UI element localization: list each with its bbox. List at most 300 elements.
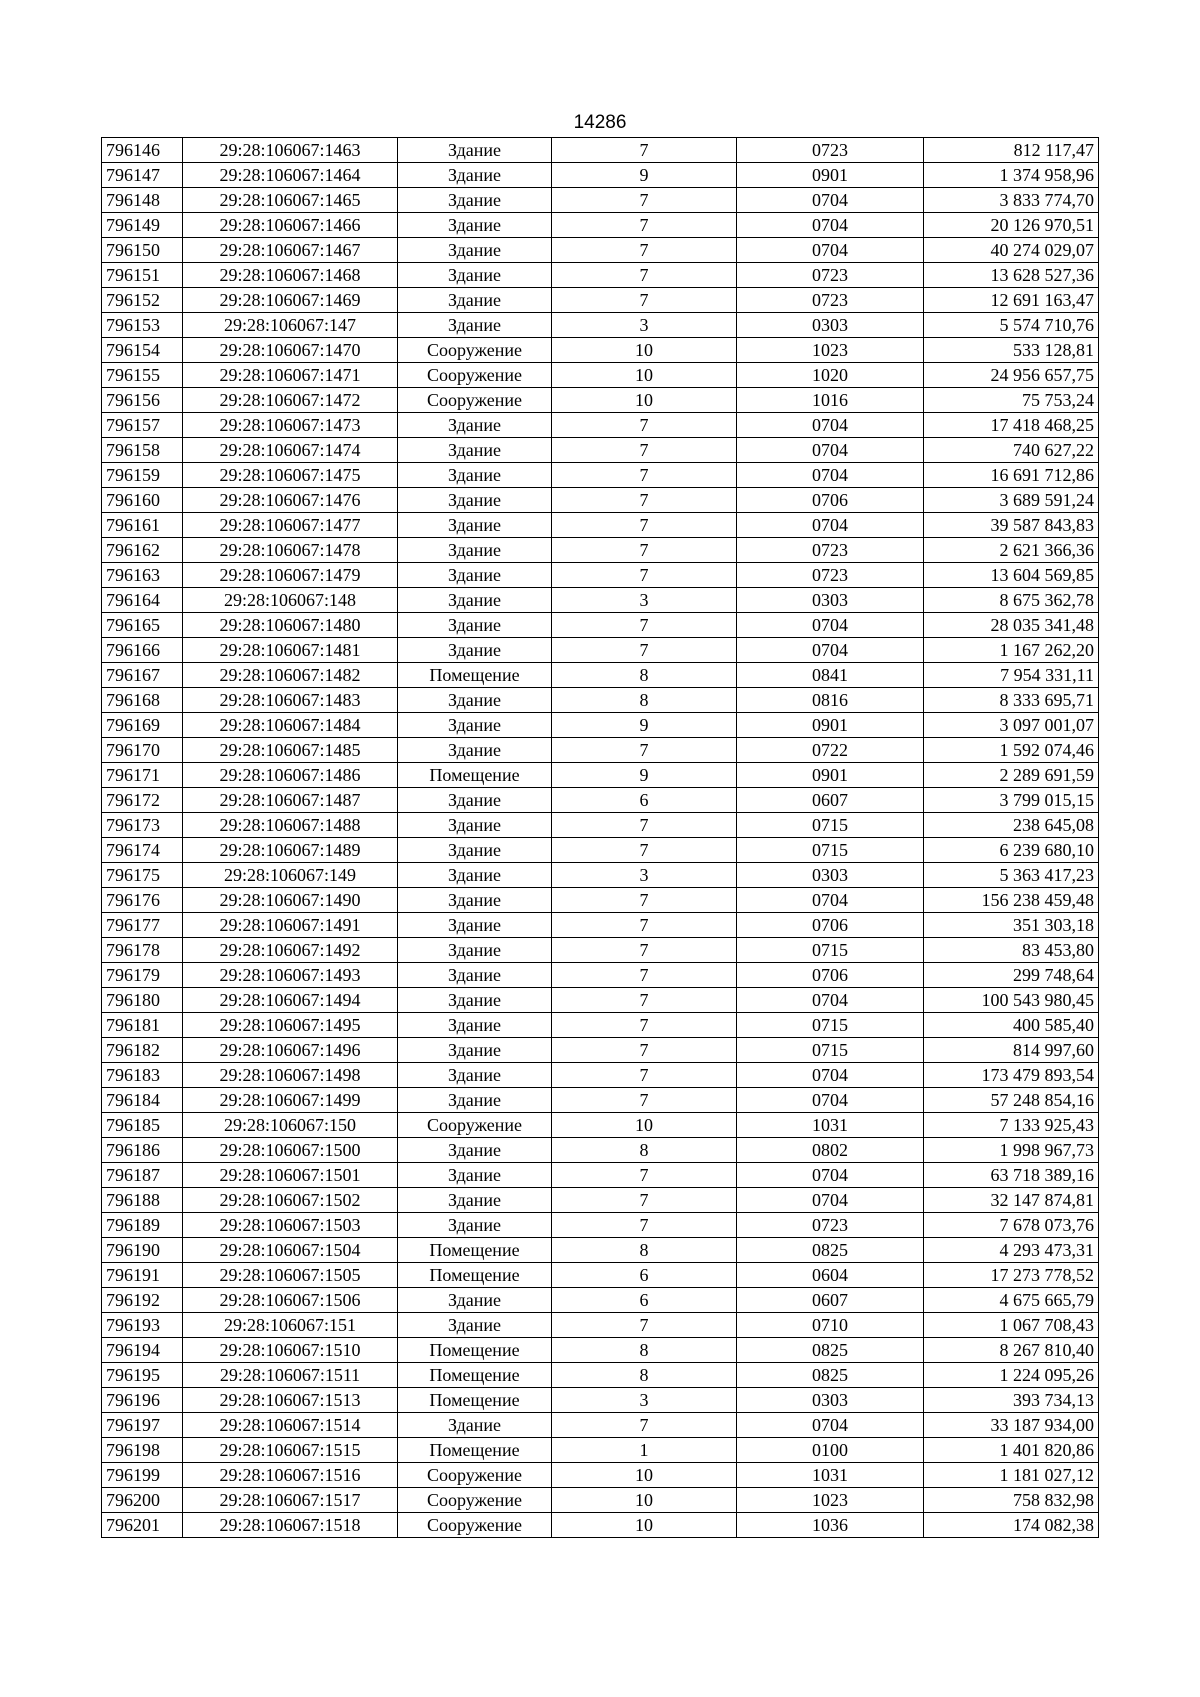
cadastral-value-cell: 1 167 262,20 xyxy=(924,638,1099,663)
group-cell: 10 xyxy=(552,338,737,363)
table-row xyxy=(102,313,1099,338)
code-cell: 0901 xyxy=(737,163,924,188)
group-cell: 7 xyxy=(552,1213,737,1238)
group-cell: 7 xyxy=(552,188,737,213)
group-cell: 10 xyxy=(552,1513,737,1538)
cadastral-value-cell: 8 267 810,40 xyxy=(924,1338,1099,1363)
code-cell: 0715 xyxy=(737,1038,924,1063)
row-number-cell: 796168 xyxy=(102,688,183,713)
cadastral-number-cell: 29:28:106067:1482 xyxy=(183,663,398,688)
table-row xyxy=(102,188,1099,213)
cadastral-value-cell: 24 956 657,75 xyxy=(924,363,1099,388)
cadastral-number-cell: 29:28:106067:147 xyxy=(183,313,398,338)
group-cell: 9 xyxy=(552,763,737,788)
row-number-cell: 796180 xyxy=(102,988,183,1013)
cadastral-value-cell: 4 293 473,31 xyxy=(924,1238,1099,1263)
cadastral-value-cell: 16 691 712,86 xyxy=(924,463,1099,488)
row-number-cell: 796183 xyxy=(102,1063,183,1088)
code-cell: 0704 xyxy=(737,888,924,913)
object-type-cell: Здание xyxy=(398,838,552,863)
cadastral-number-cell: 29:28:106067:1516 xyxy=(183,1463,398,1488)
row-number-cell: 796147 xyxy=(102,163,183,188)
object-type-cell: Здание xyxy=(398,788,552,813)
cadastral-number-cell: 29:28:106067:1498 xyxy=(183,1063,398,1088)
code-cell: 0723 xyxy=(737,288,924,313)
code-cell: 0841 xyxy=(737,663,924,688)
cadastral-value-cell: 173 479 893,54 xyxy=(924,1063,1099,1088)
group-cell: 9 xyxy=(552,713,737,738)
cadastral-number-cell: 29:28:106067:1496 xyxy=(183,1038,398,1063)
row-number-cell: 796146 xyxy=(102,138,183,163)
cadastral-number-cell: 29:28:106067:1472 xyxy=(183,388,398,413)
table-row xyxy=(102,338,1099,363)
cadastral-value-cell: 812 117,47 xyxy=(924,138,1099,163)
table-row xyxy=(102,1188,1099,1213)
code-cell: 0303 xyxy=(737,1388,924,1413)
object-type-cell: Здание xyxy=(398,613,552,638)
object-type-cell: Здание xyxy=(398,1188,552,1213)
code-cell: 0100 xyxy=(737,1438,924,1463)
object-type-cell: Здание xyxy=(398,1413,552,1438)
row-number-cell: 796181 xyxy=(102,1013,183,1038)
group-cell: 10 xyxy=(552,388,737,413)
cadastral-value-cell: 1 998 967,73 xyxy=(924,1138,1099,1163)
object-type-cell: Здание xyxy=(398,1288,552,1313)
table-row xyxy=(102,438,1099,463)
cadastral-number-cell: 29:28:106067:1483 xyxy=(183,688,398,713)
group-cell: 7 xyxy=(552,963,737,988)
cadastral-value-cell: 1 181 027,12 xyxy=(924,1463,1099,1488)
cadastral-value-cell: 1 401 820,86 xyxy=(924,1438,1099,1463)
group-cell: 7 xyxy=(552,1013,737,1038)
object-type-cell: Здание xyxy=(398,863,552,888)
table-row xyxy=(102,713,1099,738)
row-number-cell: 796159 xyxy=(102,463,183,488)
table-row xyxy=(102,1363,1099,1388)
cadastral-value-cell: 1 592 074,46 xyxy=(924,738,1099,763)
cadastral-value-cell: 5 574 710,76 xyxy=(924,313,1099,338)
code-cell: 0825 xyxy=(737,1338,924,1363)
cadastral-value-cell: 17 418 468,25 xyxy=(924,413,1099,438)
code-cell: 0825 xyxy=(737,1363,924,1388)
table-row xyxy=(102,1488,1099,1513)
group-cell: 8 xyxy=(552,1138,737,1163)
code-cell: 0303 xyxy=(737,588,924,613)
cadastral-number-cell: 29:28:106067:1505 xyxy=(183,1263,398,1288)
cadastral-value-cell: 63 718 389,16 xyxy=(924,1163,1099,1188)
group-cell: 7 xyxy=(552,413,737,438)
code-cell: 0704 xyxy=(737,438,924,463)
cadastral-value-cell: 3 833 774,70 xyxy=(924,188,1099,213)
row-number-cell: 796187 xyxy=(102,1163,183,1188)
code-cell: 0303 xyxy=(737,863,924,888)
table-row xyxy=(102,613,1099,638)
object-type-cell: Здание xyxy=(398,1038,552,1063)
row-number-cell: 796176 xyxy=(102,888,183,913)
object-type-cell: Здание xyxy=(398,713,552,738)
table-row xyxy=(102,1338,1099,1363)
cadastral-number-cell: 29:28:106067:1502 xyxy=(183,1188,398,1213)
object-type-cell: Помещение xyxy=(398,1388,552,1413)
code-cell: 0704 xyxy=(737,188,924,213)
cadastral-number-cell: 29:28:106067:1494 xyxy=(183,988,398,1013)
code-cell: 0704 xyxy=(737,638,924,663)
cadastral-number-cell: 29:28:106067:1491 xyxy=(183,913,398,938)
object-type-cell: Здание xyxy=(398,513,552,538)
row-number-cell: 796151 xyxy=(102,263,183,288)
object-type-cell: Здание xyxy=(398,913,552,938)
group-cell: 6 xyxy=(552,1263,737,1288)
row-number-cell: 796173 xyxy=(102,813,183,838)
row-number-cell: 796154 xyxy=(102,338,183,363)
code-cell: 1023 xyxy=(737,1488,924,1513)
group-cell: 7 xyxy=(552,638,737,663)
cadastral-number-cell: 29:28:106067:1490 xyxy=(183,888,398,913)
code-cell: 0723 xyxy=(737,563,924,588)
row-number-cell: 796182 xyxy=(102,1038,183,1063)
code-cell: 0722 xyxy=(737,738,924,763)
cadastral-number-cell: 29:28:106067:1468 xyxy=(183,263,398,288)
table-row xyxy=(102,988,1099,1013)
code-cell: 0723 xyxy=(737,263,924,288)
code-cell: 0723 xyxy=(737,138,924,163)
table-row xyxy=(102,888,1099,913)
code-cell: 0706 xyxy=(737,913,924,938)
group-cell: 7 xyxy=(552,888,737,913)
code-cell: 0715 xyxy=(737,938,924,963)
row-number-cell: 796195 xyxy=(102,1363,183,1388)
cadastral-number-cell: 29:28:106067:1500 xyxy=(183,1138,398,1163)
group-cell: 10 xyxy=(552,1463,737,1488)
row-number-cell: 796185 xyxy=(102,1113,183,1138)
object-type-cell: Здание xyxy=(398,313,552,338)
cadastral-value-cell: 6 239 680,10 xyxy=(924,838,1099,863)
row-number-cell: 796169 xyxy=(102,713,183,738)
table-row xyxy=(102,1263,1099,1288)
row-number-cell: 796166 xyxy=(102,638,183,663)
group-cell: 7 xyxy=(552,463,737,488)
object-type-cell: Здание xyxy=(398,1138,552,1163)
cadastral-number-cell: 29:28:106067:151 xyxy=(183,1313,398,1338)
cadastral-number-cell: 29:28:106067:1478 xyxy=(183,538,398,563)
group-cell: 10 xyxy=(552,1488,737,1513)
cadastral-value-cell: 238 645,08 xyxy=(924,813,1099,838)
table-row xyxy=(102,263,1099,288)
code-cell: 0607 xyxy=(737,788,924,813)
registry-table xyxy=(101,137,1099,1538)
group-cell: 6 xyxy=(552,1288,737,1313)
cadastral-value-cell: 2 289 691,59 xyxy=(924,763,1099,788)
object-type-cell: Здание xyxy=(398,163,552,188)
group-cell: 7 xyxy=(552,613,737,638)
table-row xyxy=(102,788,1099,813)
code-cell: 0704 xyxy=(737,988,924,1013)
code-cell: 0704 xyxy=(737,1188,924,1213)
table-row xyxy=(102,213,1099,238)
group-cell: 8 xyxy=(552,1363,737,1388)
code-cell: 0901 xyxy=(737,713,924,738)
table-row xyxy=(102,1213,1099,1238)
object-type-cell: Здание xyxy=(398,1213,552,1238)
table-row xyxy=(102,1163,1099,1188)
cadastral-value-cell: 7 954 331,11 xyxy=(924,663,1099,688)
cadastral-value-cell: 7 133 925,43 xyxy=(924,1113,1099,1138)
object-type-cell: Здание xyxy=(398,463,552,488)
cadastral-number-cell: 29:28:106067:1489 xyxy=(183,838,398,863)
row-number-cell: 796163 xyxy=(102,563,183,588)
object-type-cell: Здание xyxy=(398,213,552,238)
row-number-cell: 796149 xyxy=(102,213,183,238)
cadastral-value-cell: 1 374 958,96 xyxy=(924,163,1099,188)
object-type-cell: Здание xyxy=(398,413,552,438)
group-cell: 8 xyxy=(552,1338,737,1363)
table-row xyxy=(102,838,1099,863)
cadastral-value-cell: 40 274 029,07 xyxy=(924,238,1099,263)
group-cell: 3 xyxy=(552,313,737,338)
cadastral-value-cell: 299 748,64 xyxy=(924,963,1099,988)
registry-table-body xyxy=(102,138,1099,1538)
code-cell: 0706 xyxy=(737,963,924,988)
cadastral-value-cell: 393 734,13 xyxy=(924,1388,1099,1413)
object-type-cell: Помещение xyxy=(398,663,552,688)
group-cell: 7 xyxy=(552,238,737,263)
cadastral-number-cell: 29:28:106067:1471 xyxy=(183,363,398,388)
cadastral-number-cell: 29:28:106067:1481 xyxy=(183,638,398,663)
cadastral-value-cell: 758 832,98 xyxy=(924,1488,1099,1513)
cadastral-number-cell: 29:28:106067:1467 xyxy=(183,238,398,263)
table-row xyxy=(102,1288,1099,1313)
table-row xyxy=(102,538,1099,563)
code-cell: 0723 xyxy=(737,538,924,563)
cadastral-number-cell: 29:28:106067:1514 xyxy=(183,1413,398,1438)
row-number-cell: 796200 xyxy=(102,1488,183,1513)
cadastral-value-cell: 7 678 073,76 xyxy=(924,1213,1099,1238)
row-number-cell: 796199 xyxy=(102,1463,183,1488)
cadastral-number-cell: 29:28:106067:1485 xyxy=(183,738,398,763)
object-type-cell: Здание xyxy=(398,288,552,313)
cadastral-value-cell: 1 067 708,43 xyxy=(924,1313,1099,1338)
cadastral-number-cell: 29:28:106067:1493 xyxy=(183,963,398,988)
code-cell: 0802 xyxy=(737,1138,924,1163)
table-row xyxy=(102,763,1099,788)
group-cell: 7 xyxy=(552,488,737,513)
cadastral-value-cell: 28 035 341,48 xyxy=(924,613,1099,638)
row-number-cell: 796148 xyxy=(102,188,183,213)
object-type-cell: Сооружение xyxy=(398,1113,552,1138)
cadastral-value-cell: 75 753,24 xyxy=(924,388,1099,413)
group-cell: 7 xyxy=(552,288,737,313)
cadastral-number-cell: 29:28:106067:1517 xyxy=(183,1488,398,1513)
cadastral-number-cell: 29:28:106067:1470 xyxy=(183,338,398,363)
cadastral-value-cell: 156 238 459,48 xyxy=(924,888,1099,913)
cadastral-value-cell: 57 248 854,16 xyxy=(924,1088,1099,1113)
cadastral-value-cell: 32 147 874,81 xyxy=(924,1188,1099,1213)
code-cell: 0704 xyxy=(737,1163,924,1188)
row-number-cell: 796184 xyxy=(102,1088,183,1113)
cadastral-value-cell: 2 621 366,36 xyxy=(924,538,1099,563)
row-number-cell: 796191 xyxy=(102,1263,183,1288)
group-cell: 7 xyxy=(552,1163,737,1188)
group-cell: 7 xyxy=(552,913,737,938)
code-cell: 1031 xyxy=(737,1113,924,1138)
table-row xyxy=(102,488,1099,513)
table-row xyxy=(102,463,1099,488)
object-type-cell: Здание xyxy=(398,938,552,963)
cadastral-number-cell: 29:28:106067:1476 xyxy=(183,488,398,513)
cadastral-number-cell: 29:28:106067:1475 xyxy=(183,463,398,488)
table-row xyxy=(102,563,1099,588)
row-number-cell: 796160 xyxy=(102,488,183,513)
code-cell: 1023 xyxy=(737,338,924,363)
table-row xyxy=(102,363,1099,388)
object-type-cell: Здание xyxy=(398,963,552,988)
cadastral-number-cell: 29:28:106067:1488 xyxy=(183,813,398,838)
code-cell: 0704 xyxy=(737,413,924,438)
cadastral-number-cell: 29:28:106067:1473 xyxy=(183,413,398,438)
object-type-cell: Здание xyxy=(398,1163,552,1188)
object-type-cell: Здание xyxy=(398,538,552,563)
code-cell: 0706 xyxy=(737,488,924,513)
group-cell: 7 xyxy=(552,1038,737,1063)
object-type-cell: Здание xyxy=(398,1088,552,1113)
row-number-cell: 796161 xyxy=(102,513,183,538)
cadastral-number-cell: 29:28:106067:1499 xyxy=(183,1088,398,1113)
object-type-cell: Здание xyxy=(398,1013,552,1038)
object-type-cell: Здание xyxy=(398,988,552,1013)
table-row xyxy=(102,238,1099,263)
code-cell: 0715 xyxy=(737,838,924,863)
row-number-cell: 796197 xyxy=(102,1413,183,1438)
row-number-cell: 796192 xyxy=(102,1288,183,1313)
code-cell: 1016 xyxy=(737,388,924,413)
cadastral-value-cell: 740 627,22 xyxy=(924,438,1099,463)
table-row xyxy=(102,913,1099,938)
cadastral-number-cell: 29:28:106067:1495 xyxy=(183,1013,398,1038)
cadastral-number-cell: 29:28:106067:148 xyxy=(183,588,398,613)
row-number-cell: 796152 xyxy=(102,288,183,313)
row-number-cell: 796175 xyxy=(102,863,183,888)
row-number-cell: 796186 xyxy=(102,1138,183,1163)
object-type-cell: Здание xyxy=(398,438,552,463)
code-cell: 1020 xyxy=(737,363,924,388)
row-number-cell: 796194 xyxy=(102,1338,183,1363)
object-type-cell: Помещение xyxy=(398,1263,552,1288)
row-number-cell: 796165 xyxy=(102,613,183,638)
table-row xyxy=(102,138,1099,163)
table-row xyxy=(102,1388,1099,1413)
object-type-cell: Сооружение xyxy=(398,338,552,363)
table-row xyxy=(102,688,1099,713)
group-cell: 7 xyxy=(552,813,737,838)
cadastral-value-cell: 12 691 163,47 xyxy=(924,288,1099,313)
row-number-cell: 796162 xyxy=(102,538,183,563)
group-cell: 7 xyxy=(552,513,737,538)
object-type-cell: Здание xyxy=(398,238,552,263)
code-cell: 0704 xyxy=(737,213,924,238)
code-cell: 0704 xyxy=(737,1063,924,1088)
cadastral-value-cell: 3 799 015,15 xyxy=(924,788,1099,813)
object-type-cell: Помещение xyxy=(398,1338,552,1363)
group-cell: 7 xyxy=(552,213,737,238)
table-row xyxy=(102,1113,1099,1138)
table-row xyxy=(102,1463,1099,1488)
row-number-cell: 796193 xyxy=(102,1313,183,1338)
group-cell: 7 xyxy=(552,263,737,288)
code-cell: 0704 xyxy=(737,513,924,538)
row-number-cell: 796172 xyxy=(102,788,183,813)
object-type-cell: Здание xyxy=(398,888,552,913)
object-type-cell: Здание xyxy=(398,563,552,588)
table-row xyxy=(102,1138,1099,1163)
group-cell: 7 xyxy=(552,938,737,963)
table-row xyxy=(102,638,1099,663)
cadastral-number-cell: 29:28:106067:1518 xyxy=(183,1513,398,1538)
group-cell: 1 xyxy=(552,1438,737,1463)
group-cell: 8 xyxy=(552,688,737,713)
cadastral-number-cell: 29:28:106067:1510 xyxy=(183,1338,398,1363)
cadastral-number-cell: 29:28:106067:1506 xyxy=(183,1288,398,1313)
code-cell: 0715 xyxy=(737,813,924,838)
code-cell: 0704 xyxy=(737,238,924,263)
group-cell: 10 xyxy=(552,363,737,388)
table-row xyxy=(102,588,1099,613)
cadastral-value-cell: 351 303,18 xyxy=(924,913,1099,938)
object-type-cell: Помещение xyxy=(398,1363,552,1388)
cadastral-value-cell: 400 585,40 xyxy=(924,1013,1099,1038)
cadastral-number-cell: 29:28:106067:1474 xyxy=(183,438,398,463)
group-cell: 7 xyxy=(552,988,737,1013)
code-cell: 0816 xyxy=(737,688,924,713)
cadastral-value-cell: 4 675 665,79 xyxy=(924,1288,1099,1313)
group-cell: 7 xyxy=(552,563,737,588)
code-cell: 0607 xyxy=(737,1288,924,1313)
row-number-cell: 796179 xyxy=(102,963,183,988)
cadastral-value-cell: 100 543 980,45 xyxy=(924,988,1099,1013)
cadastral-number-cell: 29:28:106067:149 xyxy=(183,863,398,888)
table-row xyxy=(102,938,1099,963)
cadastral-number-cell: 29:28:106067:1503 xyxy=(183,1213,398,1238)
cadastral-value-cell: 3 097 001,07 xyxy=(924,713,1099,738)
object-type-cell: Помещение xyxy=(398,1438,552,1463)
group-cell: 8 xyxy=(552,663,737,688)
row-number-cell: 796201 xyxy=(102,1513,183,1538)
object-type-cell: Помещение xyxy=(398,1238,552,1263)
code-cell: 0710 xyxy=(737,1313,924,1338)
row-number-cell: 796155 xyxy=(102,363,183,388)
code-cell: 0604 xyxy=(737,1263,924,1288)
cadastral-number-cell: 29:28:106067:1487 xyxy=(183,788,398,813)
table-row xyxy=(102,863,1099,888)
group-cell: 3 xyxy=(552,588,737,613)
cadastral-number-cell: 29:28:106067:1511 xyxy=(183,1363,398,1388)
cadastral-number-cell: 29:28:106067:1501 xyxy=(183,1163,398,1188)
group-cell: 10 xyxy=(552,1113,737,1138)
object-type-cell: Здание xyxy=(398,1063,552,1088)
cadastral-value-cell: 8 675 362,78 xyxy=(924,588,1099,613)
page-number: 14286 xyxy=(573,112,627,133)
cadastral-number-cell: 29:28:106067:1513 xyxy=(183,1388,398,1413)
table-row xyxy=(102,1013,1099,1038)
cadastral-number-cell: 29:28:106067:1469 xyxy=(183,288,398,313)
table-row xyxy=(102,288,1099,313)
table-row xyxy=(102,1238,1099,1263)
cadastral-value-cell: 814 997,60 xyxy=(924,1038,1099,1063)
group-cell: 3 xyxy=(552,863,737,888)
code-cell: 0715 xyxy=(737,1013,924,1038)
object-type-cell: Здание xyxy=(398,1313,552,1338)
row-number-cell: 796171 xyxy=(102,763,183,788)
cadastral-value-cell: 1 224 095,26 xyxy=(924,1363,1099,1388)
